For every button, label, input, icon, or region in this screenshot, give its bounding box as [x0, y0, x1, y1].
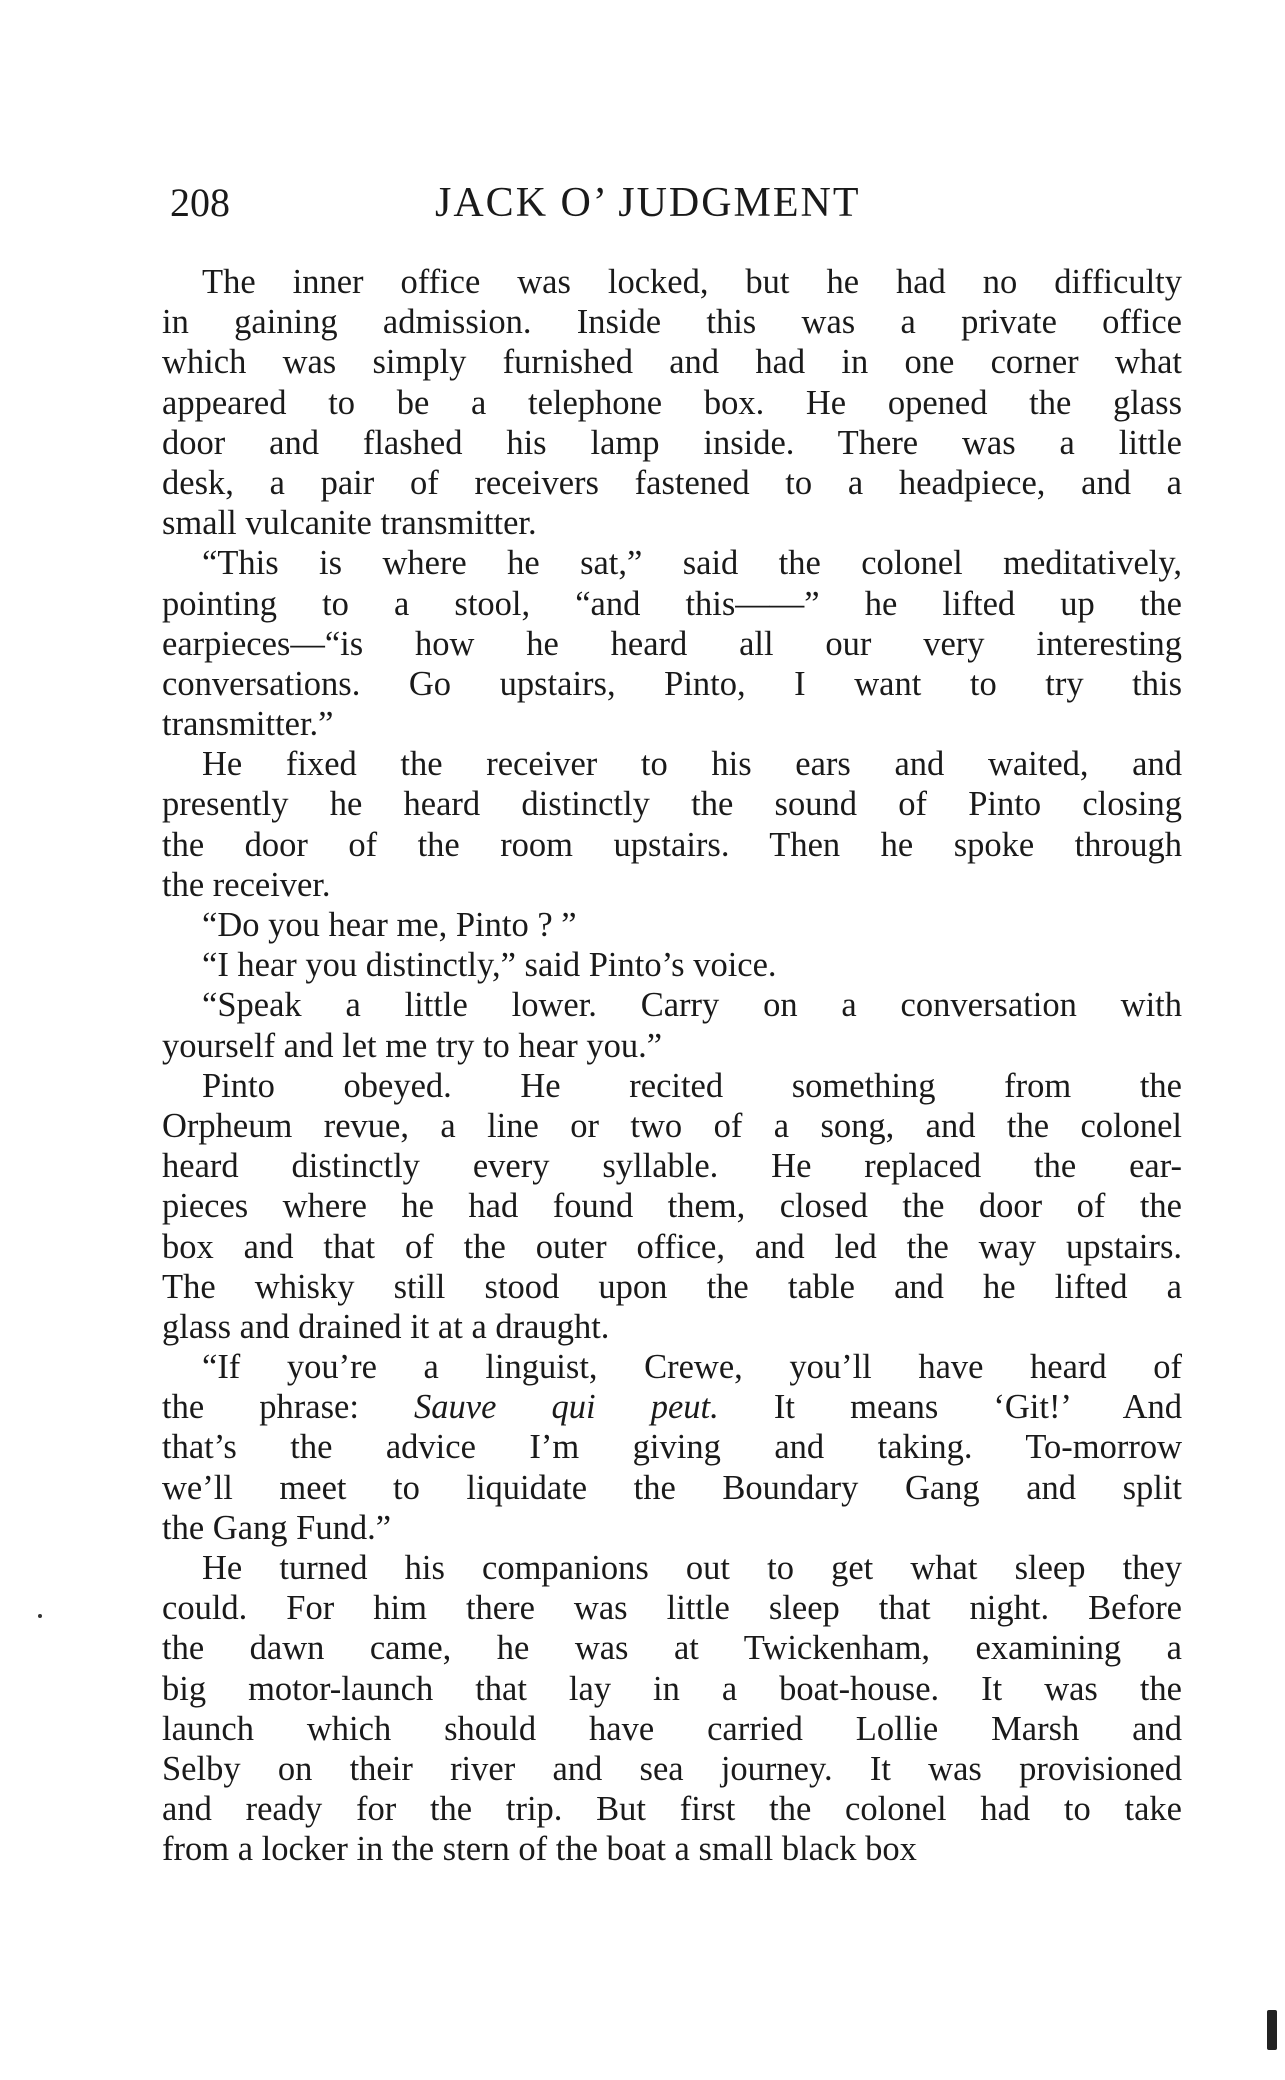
page-edge-mark [1267, 2010, 1277, 2050]
text-line: appeared to be a telephone box. He opened the glass [162, 383, 1182, 422]
text-line: that’s the advice I’m giving and taking. To-morrow [162, 1428, 1182, 1467]
text-line: “Speak a little lower. Carry on a conversation with [202, 986, 1182, 1025]
text-line: door and flashed his lamp inside. There was a little [162, 423, 1182, 462]
text-line: the dawn came, he was at Twickenham, examining a [162, 1629, 1182, 1668]
text-line: the door of the room upstairs. Then he spoke through [162, 825, 1182, 864]
text-line: box and that of the outer office, and led the way upstairs. [162, 1227, 1182, 1266]
text-line: desk, a pair of receivers fastened to a headpiece, and a [162, 463, 1182, 502]
text-line: He fixed the receiver to his ears and waited, and [202, 745, 1182, 784]
text-line: earpieces—“is how he heard all our very interesting [162, 624, 1182, 663]
text-line: pieces where he had found them, closed the door of the [162, 1187, 1182, 1226]
text-line: presently he heard distinctly the sound of Pinto closing [162, 785, 1182, 824]
text-line: yourself and let me try to hear you.” [162, 1026, 663, 1065]
text-line: we’ll meet to liquidate the Boundary Gang and split [162, 1468, 1182, 1507]
text-line: Orpheum revue, a line or two of a song, and the colonel [162, 1106, 1182, 1145]
text-line: The inner office was locked, but he had no difficulty [202, 263, 1182, 301]
text-line: glass and drained it at a draught. [162, 1307, 610, 1346]
page-header [170, 178, 1180, 228]
text-line: Selby on their river and sea journey. It was provisioned [162, 1749, 1182, 1788]
text-line: the receiver. [162, 865, 331, 904]
text-line: the Gang Fund.” [162, 1508, 392, 1547]
text-line: small vulcanite transmitter. [162, 504, 537, 543]
text-line: in gaining admission. Inside this was a private office [162, 303, 1182, 342]
text-line: pointing to a stool, “and this——” he lifted up the [162, 584, 1182, 623]
text-line: He turned his companions out to get what sleep they [202, 1549, 1182, 1587]
page-number: 208 [170, 180, 230, 225]
text-line: The whisky still stood upon the table and he lifted a [162, 1267, 1182, 1306]
text-line: big motor-launch that lay in a boat-house. It was the [162, 1669, 1182, 1708]
text-line: “This is where he sat,” said the colonel meditatively, [202, 544, 1182, 583]
text-line: heard distinctly every syllable. He replaced the ear- [162, 1147, 1182, 1186]
text-line: transmitter.” [162, 705, 334, 744]
text-line: could. For him there was little sleep that night. Before [162, 1589, 1182, 1628]
text-line: “I hear you distinctly,” said Pinto’s voice. [202, 946, 777, 985]
italic-phrase: Sauve qui peut. [414, 1388, 719, 1427]
text-line: “Do you hear me, Pinto ? ” [202, 906, 577, 944]
margin-speck [38, 1614, 42, 1618]
text-line: Pinto obeyed. He recited something from the [202, 1066, 1182, 1105]
text-line: the phrase: Sauve qui peut. It means ‘Git!’ And [162, 1388, 1183, 1427]
text-line: launch which should have carried Lollie Marsh and [162, 1709, 1182, 1748]
text-line: which was simply furnished and had in one corner what [162, 343, 1182, 382]
running-title: JACK O’ JUDGMENT [435, 180, 861, 226]
text-line: “If you’re a linguist, Crewe, you’ll have heard of [202, 1348, 1182, 1387]
body-text [162, 262, 1182, 1870]
text-line: and ready for the trip. But first the colonel had to take [162, 1790, 1182, 1829]
text-line: conversations. Go upstairs, Pinto, I want to try this [162, 664, 1182, 703]
text-line: from a locker in the stern of the boat a small black box [162, 1830, 917, 1869]
